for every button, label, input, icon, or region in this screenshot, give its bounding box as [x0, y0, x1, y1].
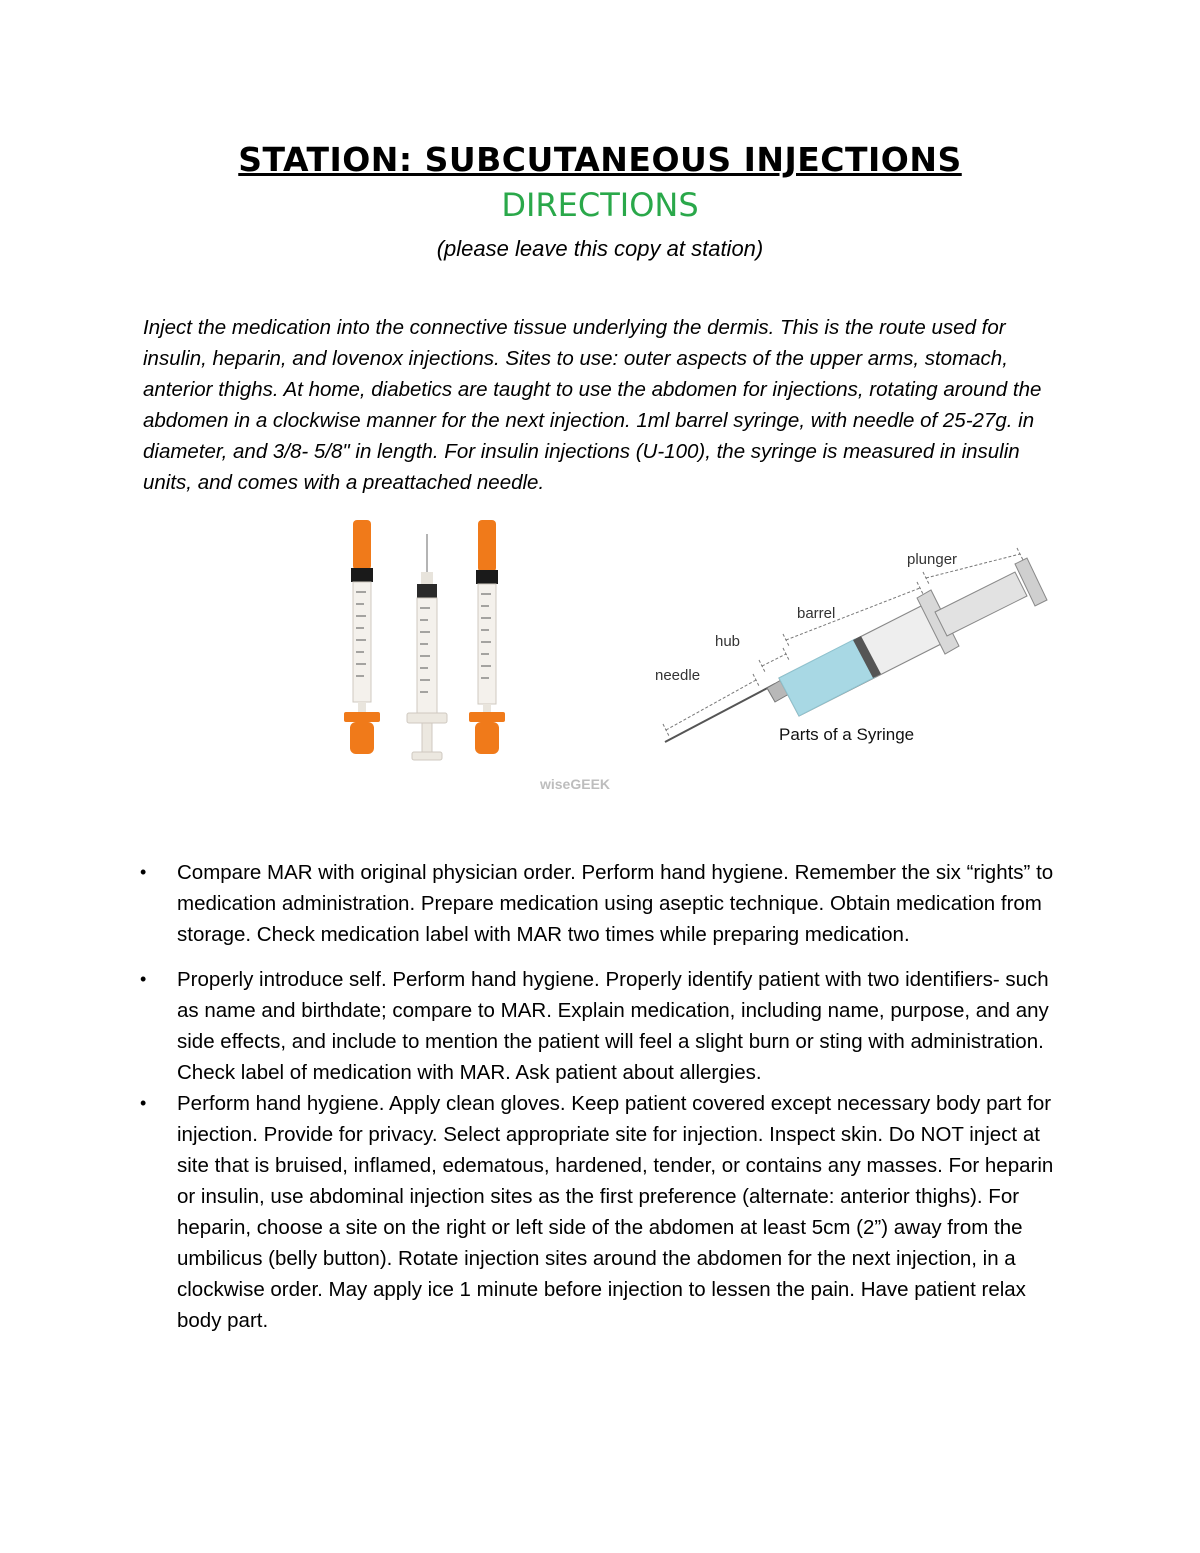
list-item	[140, 1088, 1070, 1336]
syringe-parts-diagram	[655, 542, 1055, 782]
list-item-text: Properly introduce self. Perform hand hygiene. Properly identify patient with two identifiers- such as name and birthdate; compare to MAR. Explain medication, including name, purpose, and any side effects, and include to mention the patient will feel a slight burn or sting with administration. Check label of medication with MAR. Ask patient about allergies.	[177, 968, 1049, 1084]
wisegeek-caption: wiseGEEK	[539, 776, 611, 792]
insulin-syringe-icon	[344, 520, 380, 754]
needle-label: needle	[655, 667, 701, 684]
plunger-label: plunger	[907, 551, 958, 568]
insulin-syringes-image	[240, 512, 660, 802]
intro-paragraph: Inject the medication into the connective tissue underlying the dermis. This is the route used for insulin, heparin, and lovenox injections. Sites to use: outer aspects of the upper arms, stomach, anterior thighs. At home, diabetics are taught to use the abdomen for injections, rotating around the abdomen in a clockwise manner for the next injection. 1ml barrel syringe, with needle of 25-27g. in diameter, and 3/8- 5/8" in length. For insulin injections (U-100), the syringe is measured in insulin units, and comes with a preattached needle.	[143, 316, 1042, 494]
insulin-syringe-needle-icon	[407, 534, 447, 760]
page-subtitle: DIRECTIONS	[501, 186, 699, 224]
bullet-icon: •	[140, 1093, 147, 1113]
barrel-label: barrel	[797, 605, 836, 622]
bullet-icon: •	[140, 862, 147, 882]
list-item	[140, 964, 1070, 1088]
figures-row	[240, 512, 1060, 802]
diagram-title: Parts of a Syringe	[779, 725, 915, 744]
station-note: (please leave this copy at station)	[436, 236, 764, 261]
list-item-text: Compare MAR with original physician order. Perform hand hygiene. Remember the six “rights” to medication administration. Prepare medication using aseptic technique. Obtain medication from storage. Check medication label with MAR two times while preparing medication.	[177, 861, 1054, 946]
insulin-syringe-icon	[469, 520, 505, 754]
page-title: STATION: SUBCUTANEOUS INJECTIONS	[238, 140, 962, 179]
bullet-icon: •	[140, 969, 147, 989]
list-item-text: Perform hand hygiene. Apply clean gloves. Keep patient covered except necessary body part for injection. Provide for privacy. Select appropriate site for injection. Inspect skin. Do NOT inject at site that is bruised, inflamed, edematous, hardened, tender, or contains any masses. For heparin or insulin, use abdominal injection sites as the first preference (alternate: anterior thighs). For heparin, choose a site on the right or left side of the abdomen at least 5cm (2”) away from the umbilicus (belly button). Rotate injection sites around the abdomen for the next injection, in a clockwise order. May apply ice 1 minute before injection to lessen the pain. Have patient relax body part.	[177, 1092, 1054, 1332]
list-item	[140, 857, 1070, 950]
steps-list	[140, 857, 1070, 1336]
syringe-diagram-icon	[665, 558, 1047, 742]
hub-label: hub	[715, 633, 741, 650]
